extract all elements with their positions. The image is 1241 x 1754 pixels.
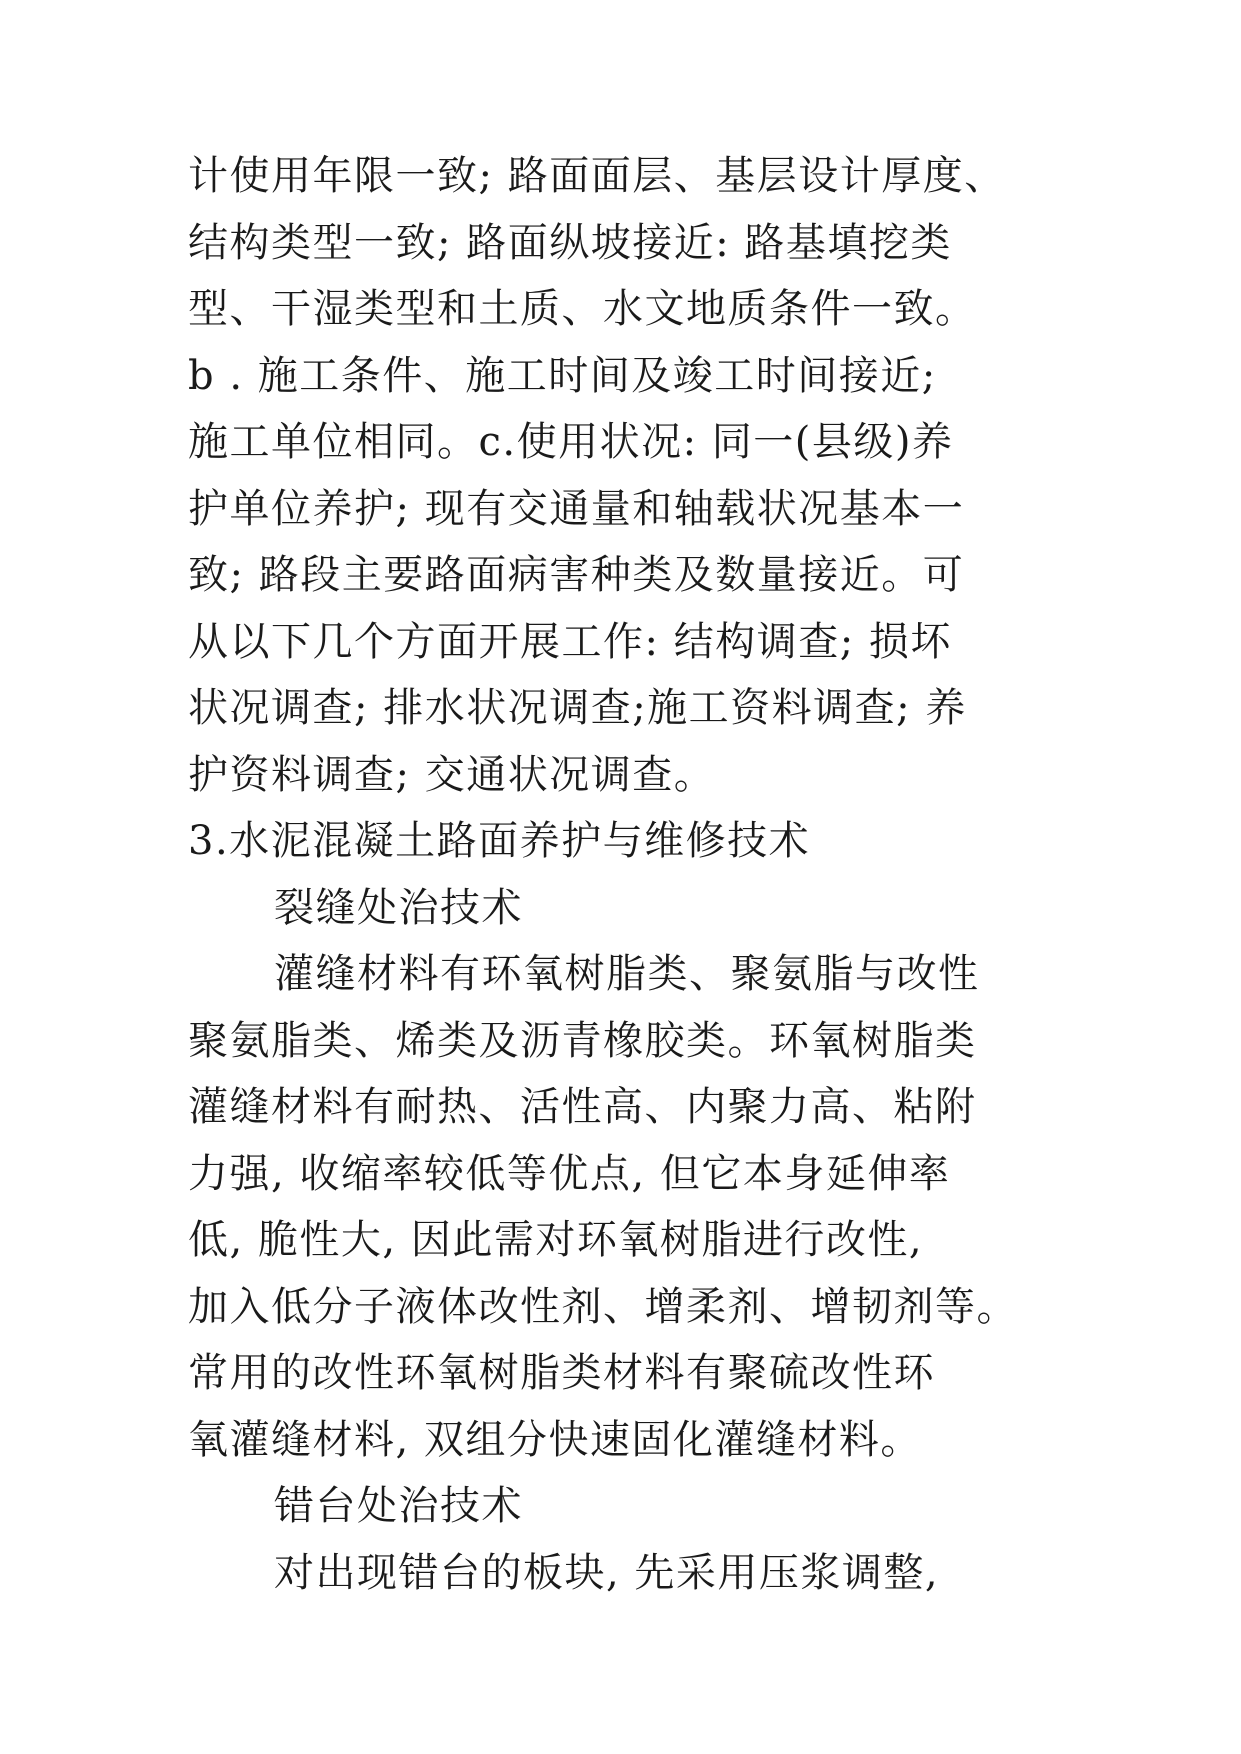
text-line: 灌缝材料有耐热、活性高、内聚力高、粘附 — [188, 1084, 977, 1130]
section-heading: 3.水泥混凝土路面养护与维修技术 — [188, 818, 811, 864]
text-line: 型、干湿类型和土质、水文地质条件一致。 — [188, 286, 977, 332]
text-line: 常用的改性环氧树脂类材料有聚硫改性环 — [188, 1350, 935, 1396]
text-line: 状况调查; 排水状况调查;施工资料调查; 养 — [188, 685, 967, 731]
text-line: 氧灌缝材料, 双组分快速固化灌缝材料。 — [188, 1416, 922, 1463]
subsection-heading: 错台处治技术 — [274, 1483, 523, 1529]
text-line: 加入低分子液体改性剂、增柔剂、增韧剂等。 — [188, 1283, 1018, 1330]
text-line: 结构类型一致; 路面纵坡接近: 路基填挖类 — [188, 219, 952, 266]
text-line: 聚氨脂类、烯类及沥青橡胶类。环氧树脂类 — [188, 1017, 977, 1064]
text-line: 施工单位相同。c.使用状况: 同一(县级)养 — [188, 419, 954, 465]
text-line: b . 施工条件、施工时间及竣工时间接近; — [188, 352, 937, 399]
text-line: 从以下几个方面开展工作: 结构调查; 损坏 — [188, 618, 952, 665]
paragraph-start-line: 对出现错台的板块, 先采用压浆调整, — [274, 1549, 940, 1596]
body-text — [188, 143, 1068, 1606]
text-line: 护资料调查; 交通状况调查。 — [188, 751, 716, 798]
text-line: 计使用年限一致; 路面面层、基层设计厚度、 — [188, 153, 1006, 199]
text-line: 护单位养护; 现有交通量和轴载状况基本一 — [188, 485, 965, 532]
text-line: 力强, 收缩率较低等优点, 但它本身延伸率 — [188, 1150, 951, 1197]
text-line: 低, 脆性大, 因此需对环氧树脂进行改性, — [188, 1217, 924, 1263]
subsection-heading: 裂缝处治技术 — [274, 884, 523, 931]
paragraph-start-line: 灌缝材料有环氧树脂类、聚氨脂与改性 — [274, 951, 980, 997]
text-line: 致; 路段主要路面病害种类及数量接近。可 — [188, 552, 965, 598]
